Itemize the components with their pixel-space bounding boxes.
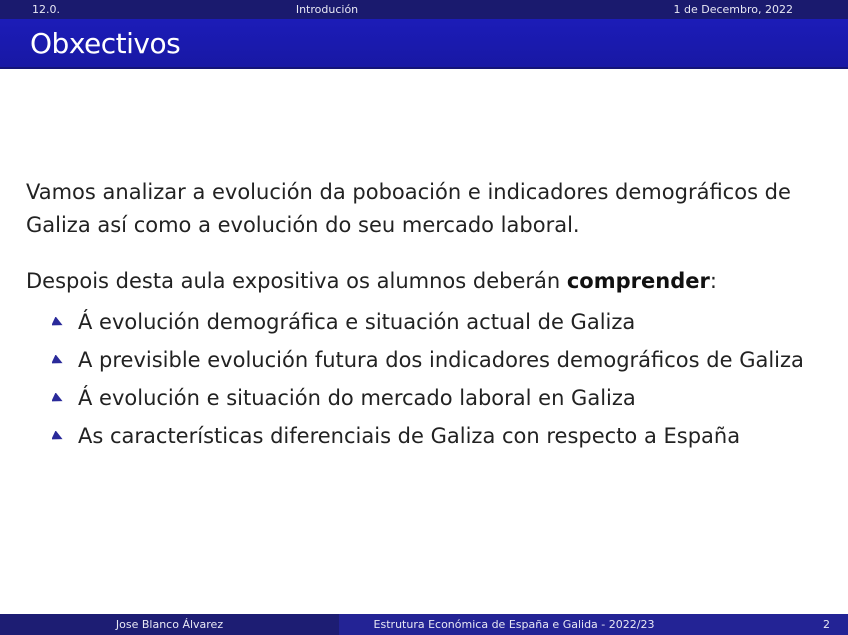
triangle-bullet-icon — [52, 317, 64, 329]
list-item-text: As características diferenciais de Galiza con respecto a España — [78, 424, 741, 448]
slide-body — [26, 176, 826, 455]
section-number: 12.0. — [32, 3, 60, 16]
list-item — [50, 341, 826, 379]
footer-course-title: Estrutura Económica de España e Galida - 2022/23 — [373, 618, 655, 631]
page-number: 2 — [823, 618, 830, 631]
slide-headline — [0, 0, 848, 19]
triangle-bullet-icon — [52, 431, 64, 443]
triangle-bullet-icon — [52, 355, 64, 367]
objectives-text: Despois desta aula expositiva os alumnos deberán — [26, 269, 567, 293]
footer-right — [339, 614, 848, 635]
list-item-text: A previsible evolución futura dos indicadores demográficos de Galiza — [78, 348, 804, 372]
list-item — [50, 379, 826, 417]
objectives-paragraph — [26, 265, 826, 298]
list-item-text: Á evolución e situación do mercado laboral en Galiza — [78, 386, 636, 410]
frame-title: Obxectivos — [30, 27, 181, 60]
list-item-text: Á evolución demográfica e situación actual de Galiza — [78, 310, 636, 334]
footer-author: Jose Blanco Álvarez — [0, 614, 339, 635]
slide-footline — [0, 614, 848, 635]
list-item — [50, 303, 826, 341]
intro-paragraph: Vamos analizar a evolución da poboación e indicadores demográficos de Galiza así como a evolución do seu mercado laboral. — [26, 180, 791, 237]
triangle-bullet-icon — [52, 393, 64, 405]
objectives-list — [26, 303, 826, 455]
objectives-emphasis: comprender — [566, 269, 710, 293]
section-name: Introdución — [295, 3, 359, 16]
objectives-colon: : — [709, 269, 717, 293]
frame-title-bar — [0, 19, 848, 69]
list-item — [50, 417, 826, 455]
slide-date: 1 de Decembro, 2022 — [673, 3, 793, 16]
